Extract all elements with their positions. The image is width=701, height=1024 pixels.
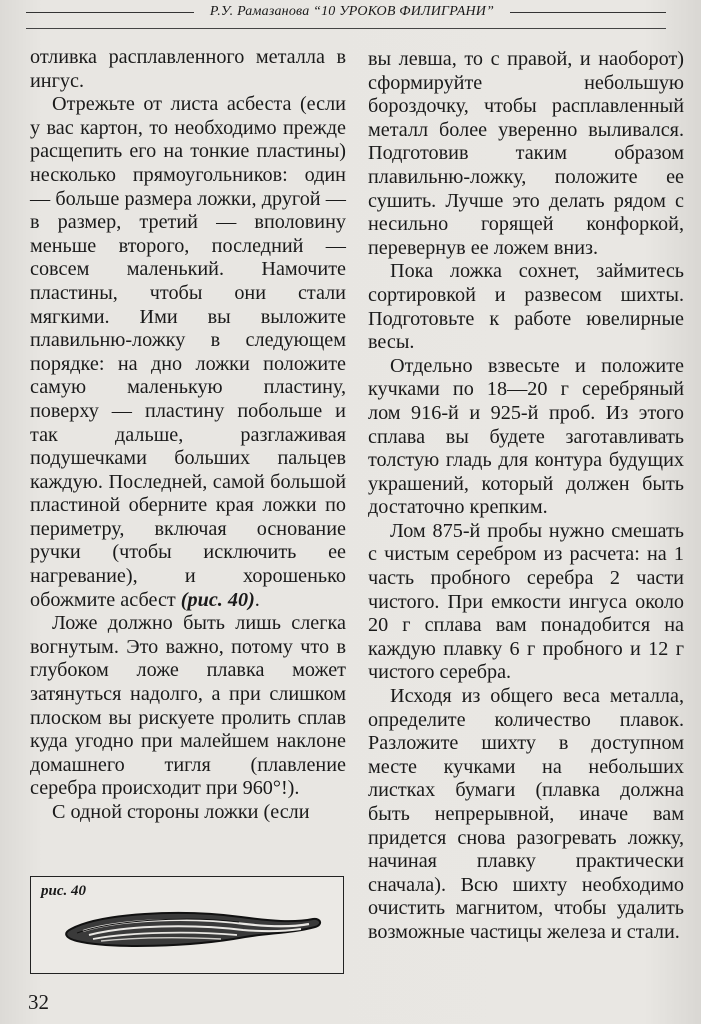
- melting-spoon-illustration: [31, 877, 343, 973]
- paragraph: Пока ложка сохнет, займитесь сортировкой и развесом шихты. Подготовьте к работе ювелирные весы.: [368, 260, 684, 354]
- running-header: Р.У. Рамазанова “10 УРОКОВ ФИЛИГРАНИ”: [209, 4, 495, 19]
- left-column: [30, 46, 346, 825]
- paragraph-end: .: [254, 588, 260, 611]
- paragraph: Лом 875-й пробы нужно смешать с чистым серебром из расчета: на 1 часть пробного серебра 2 части чистого. При емкости ингуса около 20 г сплава вам понадобится на каждую плавку 6 г пробного и 12 г чистого серебра.: [368, 519, 684, 684]
- paragraph: Исходя из общего веса металла, определите количество плавок. Разложите шихту в доступном месте кучками на небольших листках бумаги (плавка должна быть непрерывной, иначе вам придется снова разогревать ложку, начиная плавку практически сначала). Всю шихту необходимо очистить магнитом, чтобы удалить возможные частицы железа и стали.: [368, 685, 684, 943]
- right-column: [368, 48, 684, 945]
- paragraph: вы левша, то с правой, и наоборот) сформируйте небольшую бороздочку, чтобы расплавленный металл более уверенно выливался. Подготовив таким образом плавильню-ложку, положите ее сушить. Лучше это делать рядом с несильно горящей конфоркой, перевернув ее ложем вниз.: [368, 48, 684, 259]
- paragraph: С одной стороны ложки (если: [52, 801, 310, 823]
- header-rule-left: [26, 12, 194, 13]
- figure-label: рис. 40: [41, 883, 86, 899]
- figure-40: [30, 876, 344, 974]
- paragraph: отливка расплавленного металла в ингус.: [30, 46, 346, 92]
- paragraph: Ложе должно быть лишь слегка вогнутым. Это важно, потому что в глубоком ложе плавка может затянуться надолго, а при слишком плоском вы рискуете пролить сплав куда угодно при малейшем наклоне домашнего тигля (плавление серебра происходит при 960°!).: [30, 612, 346, 800]
- paragraph-text: Отрежьте от листа асбеста (если у вас картон, то необходимо прежде расщепить его на тонкие пластины) несколько прямоугольников: один — больше размера ложки, другой — в размер, третий — вполовину меньше второго, последний — совсем маленький. Намочите пластины, чтобы они стали мягкими. Ими вы выложите плавильню-ложку в следующем порядке: на дно ложки положите самую маленькую пластину, поверху — пластину побольше и так дальше, разглаживая подушечками больших пальцев каждую. Последней, самой большой пластиной оберните края ложки по периметру, включая основание ручки (чтобы исключить ее нагревание), и хорошенько обожмите асбест: [30, 93, 346, 611]
- page-number: 32: [28, 990, 49, 1014]
- header-rule-right: [510, 12, 666, 13]
- paragraph: [30, 93, 346, 612]
- header-underline: [26, 28, 666, 29]
- paragraph: Отдельно взвесьте и положите кучками по 18—20 г серебряный лом 916-й и 925-й проб. Из этого сплава вы будете заготавливать толстую гладь для контура будущих украшений, который должен быть достаточно крепким.: [368, 354, 684, 519]
- figure-reference: (рис. 40): [180, 588, 255, 611]
